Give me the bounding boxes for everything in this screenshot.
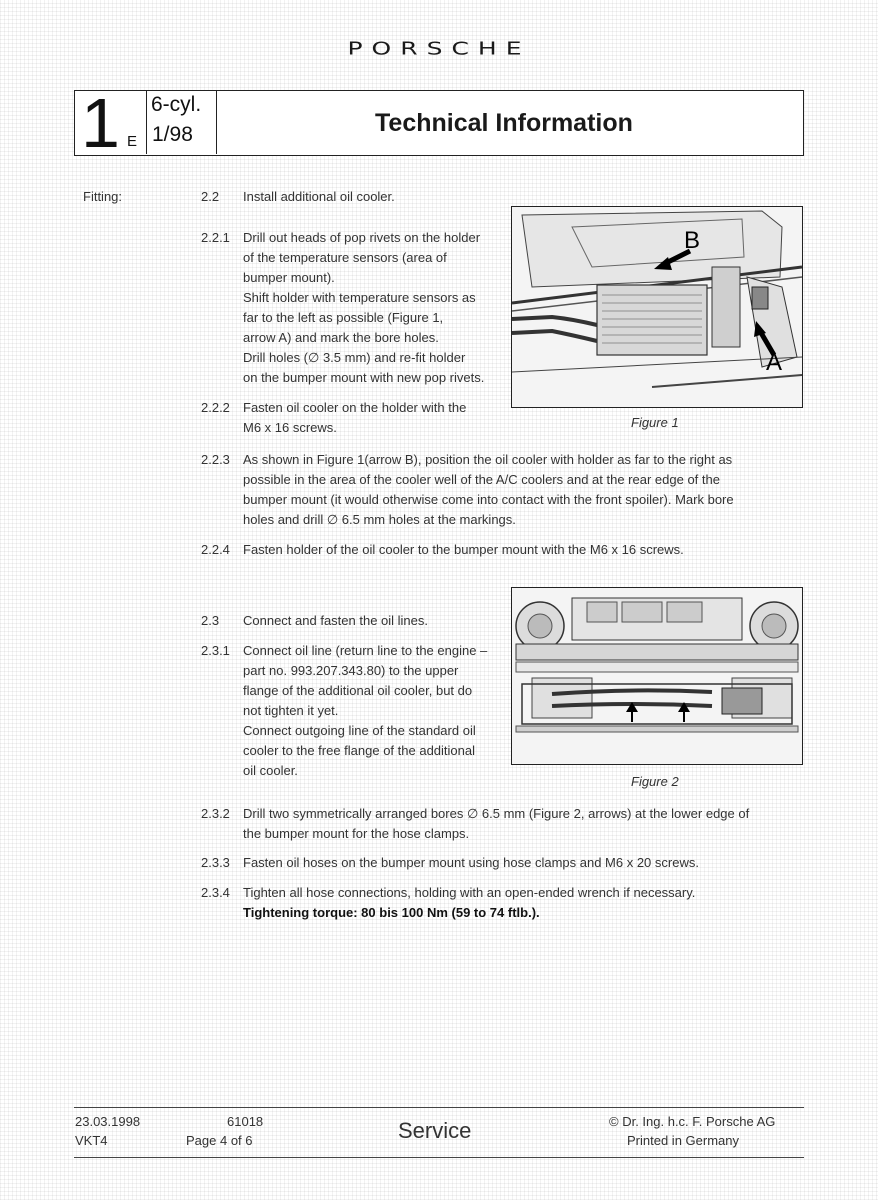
item-number: 2.2.1 <box>201 230 230 245</box>
item-text: Install additional oil cooler. <box>243 189 395 204</box>
tightening-torque: Tightening torque: 80 bis 100 Nm (59 to 74 ftlb.). <box>243 905 540 920</box>
figure-2-drawing <box>512 588 802 764</box>
page-title: Technical Information <box>375 109 633 137</box>
item-line: the bumper mount for the hose clamps. <box>243 826 470 841</box>
footer-page: Page 4 of 6 <box>186 1133 253 1148</box>
item-number: 2.3.2 <box>201 806 230 821</box>
item-text-block <box>243 450 803 530</box>
footer-copyright: © Dr. Ing. h.c. F. Porsche AG <box>609 1114 776 1129</box>
item-number: 2.3.4 <box>201 885 230 900</box>
figure-1-drawing <box>512 207 802 407</box>
item-line: Shift holder with temperature sensors as <box>243 290 476 305</box>
item-number: 2.2.2 <box>201 400 230 415</box>
item-line: part no. 993.207.343.80) to the upper <box>243 663 459 678</box>
item-line: not tighten it yet. <box>243 703 339 718</box>
item-line: bumper mount (it would otherwise come into contact with the front spoiler). Mark bore <box>243 492 734 507</box>
item-line: bumper mount). <box>243 270 335 285</box>
item-line: cooler to the free flange of the additional <box>243 743 475 758</box>
figure-1-label-a: A <box>766 349 783 376</box>
item-line: flange of the additional oil cooler, but do <box>243 683 473 698</box>
document-header <box>74 84 804 162</box>
item-line: M6 x 16 screws. <box>243 420 337 435</box>
bulletin-number-cell <box>75 84 147 162</box>
item-number: 2.3.3 <box>201 855 230 870</box>
item-line: arrow A) and mark the bore holes. <box>243 330 439 345</box>
footer-top-rule <box>74 1107 804 1108</box>
item-line: Drill out heads of pop rivets on the holder <box>243 230 481 245</box>
item-text-block <box>243 883 803 923</box>
item-text-block <box>243 228 513 388</box>
item-line: Drill two symmetrically arranged bores ∅ 6.5 mm (Figure 2, arrows) at the lower edge of <box>243 806 750 821</box>
item-line: on the bumper mount with new pop rivets. <box>243 370 485 385</box>
bulletin-date: 1/98 <box>152 123 193 146</box>
figure-1-image <box>511 206 803 408</box>
figure-2-caption: Figure 2 <box>631 774 679 789</box>
item-line: holes and drill ∅ 6.5 mm holes at the markings. <box>243 512 516 527</box>
item-line: As shown in Figure 1(arrow B), position the oil cooler with holder as far to the right as <box>243 452 733 467</box>
item-text-block <box>243 641 513 781</box>
footer-bottom-rule <box>74 1157 804 1158</box>
item-number: 2.3 <box>201 613 220 628</box>
item-text: Connect and fasten the oil lines. <box>243 613 429 628</box>
figure-2-image <box>511 587 803 765</box>
item-line: Fasten oil cooler on the holder with the <box>243 400 467 415</box>
footer-doc-number: 61018 <box>227 1114 264 1129</box>
item-line: far to the left as possible (Figure 1, <box>243 310 444 325</box>
item-number: 2.3.1 <box>201 643 230 658</box>
item-number: 2.2 <box>201 189 220 204</box>
footer-printed: Printed in Germany <box>627 1133 739 1148</box>
item-number: 2.2.4 <box>201 542 230 557</box>
figure-1-caption: Figure 1 <box>631 415 679 430</box>
section-label: Fitting: <box>83 189 123 204</box>
engine-type: 6-cyl. <box>151 93 202 116</box>
item-text: Fasten oil hoses on the bumper mount using hose clamps and M6 x 20 screws. <box>243 855 699 870</box>
item-number: 2.2.3 <box>201 452 230 467</box>
bulletin-meta-cell <box>147 91 217 154</box>
item-line: possible in the area of the cooler well of the A/C coolers and at the rear edge of the <box>243 472 720 487</box>
item-text: Fasten holder of the oil cooler to the bumper mount with the M6 x 16 screws. <box>243 542 684 557</box>
item-text-block <box>243 804 813 844</box>
item-line: of the temperature sensors (area of <box>243 250 447 265</box>
item-line: Connect outgoing line of the standard oil <box>243 723 476 738</box>
footer-code: VKT4 <box>75 1133 108 1148</box>
language-code: E <box>127 133 138 150</box>
item-text-block <box>243 398 513 438</box>
item-line: Drill holes (∅ 3.5 mm) and re-fit holder <box>243 350 466 365</box>
bulletin-number: 1 <box>81 84 120 162</box>
item-line: Tighten all hose connections, holding with an open-ended wrench if necessary. <box>243 885 696 900</box>
footer-service: Service <box>398 1118 472 1143</box>
item-line: Connect oil line (return line to the engine – <box>243 643 488 658</box>
brand-logo: PORSCHE <box>347 38 531 59</box>
footer-date: 23.03.1998 <box>75 1114 141 1129</box>
item-line: oil cooler. <box>243 763 298 778</box>
figure-1-label-b: B <box>684 227 701 254</box>
